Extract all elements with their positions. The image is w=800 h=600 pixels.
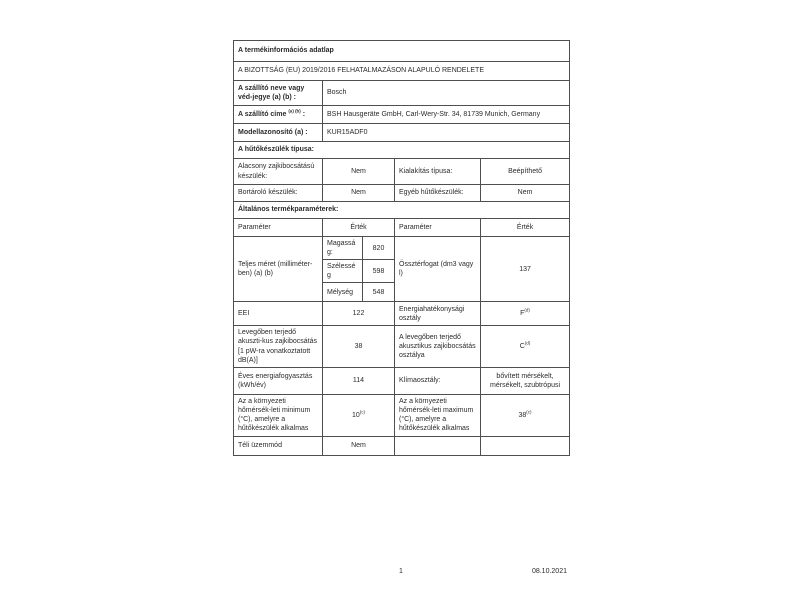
param-label: Klímaosztály: (395, 367, 481, 394)
param-value: Nem (323, 185, 395, 202)
page-number: 1 (399, 568, 403, 575)
dimension-name: Szélesség (323, 260, 363, 283)
footnote-ref: (d) (524, 340, 531, 346)
model-id-row (234, 124, 570, 142)
footnote-ref: (c) (526, 409, 532, 415)
param-value: Nem (323, 159, 395, 185)
param-value: C$^{(d)}$ (481, 326, 570, 367)
param-value: bővített mérsékelt, mérsékelt, szubtrópusi (481, 367, 570, 394)
dimension-name: Mélység (323, 283, 363, 302)
table-row (234, 326, 570, 367)
param-label: Egyéb hűtőkészülék: (395, 185, 481, 202)
supplier-address-label-colon: : (300, 110, 306, 118)
param-label: EEI (234, 302, 323, 326)
dimension-value: 598 (363, 260, 395, 283)
param-label: A levegőben terjedő akusztikus zajkibocsátás osztálya (395, 326, 481, 367)
param-label: Kialakítás típusa: (395, 159, 481, 185)
param-value: 114 (323, 367, 395, 394)
column-header-value: Érték (323, 219, 395, 237)
column-header-parameter: Paraméter (234, 219, 323, 237)
dimensions-label: Teljes méret (milliméter-ben) (a) (b) (234, 237, 323, 302)
param-value: 38$^{(c)}$ (481, 394, 570, 436)
column-header-value: Érték (481, 219, 570, 237)
param-label: Téli üzemmód (234, 436, 323, 455)
section-header-general-params: Általános termékparaméterek: (234, 202, 570, 219)
supplier-name-row (234, 81, 570, 106)
param-label: Az a környezeti hőmérsék-leti minimum (°C), amelyre a hűtőkészülék alkalmas (234, 394, 323, 436)
supplier-address-label-text: A szállító címe (238, 110, 289, 118)
document-title: A termékinformációs adatlap (234, 41, 570, 62)
document-subtitle: A BIZOTTSÁG (EU) 2019/2016 FELHATALMAZÁSON ALAPULÓ RENDELETE (234, 62, 570, 81)
param-label (395, 436, 481, 455)
param-value: 137 (481, 237, 570, 302)
column-header-parameter: Paraméter (395, 219, 481, 237)
footnote-ref: (a) (b) (288, 108, 301, 114)
table-row (234, 394, 570, 436)
param-label: Energiahatékonysági osztály (395, 302, 481, 326)
param-label: Levegőben terjedő akuszti-kus zajkibocsátás [1 pW-ra vonatkoztatott dB(A)] (234, 326, 323, 367)
footnote-ref: (d) (524, 308, 530, 313)
dimension-name: Magasság: (323, 237, 363, 260)
supplier-address-row (234, 106, 570, 124)
supplier-name-label: A szállító neve vagy véd-jegye (a) (b) : (234, 81, 323, 106)
model-id-label: Modellazonosító (a) : (234, 124, 323, 142)
table-row (234, 185, 570, 202)
param-value: Beépíthető (481, 159, 570, 185)
param-label: Éves energiafogyasztás (kWh/év) (234, 367, 323, 394)
dimension-value: 820 (363, 237, 395, 260)
dimensions-row (234, 237, 570, 260)
column-header-row (234, 219, 570, 237)
supplier-address-label (234, 106, 323, 124)
table-row (234, 436, 570, 455)
table-row (234, 159, 570, 185)
param-value (481, 436, 570, 455)
param-value: F$^{(d)}$ (481, 302, 570, 326)
supplier-address-value: BSH Hausgeräte GmbH, Carl-Wery-Str. 34, 81739 Munich, Germany (323, 106, 570, 124)
product-fiche-table (233, 40, 570, 456)
param-value: Nem (481, 185, 570, 202)
footnote-ref: (c) (359, 409, 366, 415)
dimension-value: 548 (363, 283, 395, 302)
product-fiche-document (233, 40, 569, 456)
param-label: Össztérfogat (dm3 vagy l) (395, 237, 481, 302)
param-value: 122 (323, 302, 395, 326)
param-label: Alacsony zajkibocsátású készülék: (234, 159, 323, 185)
param-value: 38 (323, 326, 395, 367)
param-value: Nem (323, 436, 395, 455)
section-header-appliance-type: A hűtőkészülék típusa: (234, 142, 570, 159)
param-value: 10$^{(c)}$ (323, 394, 395, 436)
supplier-name-value: Bosch (323, 81, 570, 106)
table-row (234, 367, 570, 394)
footer-date: 08.10.2021 (531, 568, 567, 575)
table-row (234, 302, 570, 326)
param-label: Bortároló készülék: (234, 185, 323, 202)
param-label: Az a környezeti hőmérsék-leti maximum (°C), amelyre a hűtőkészülék alkalmas (395, 394, 481, 436)
model-id-value: KUR15ADF0 (323, 124, 570, 142)
